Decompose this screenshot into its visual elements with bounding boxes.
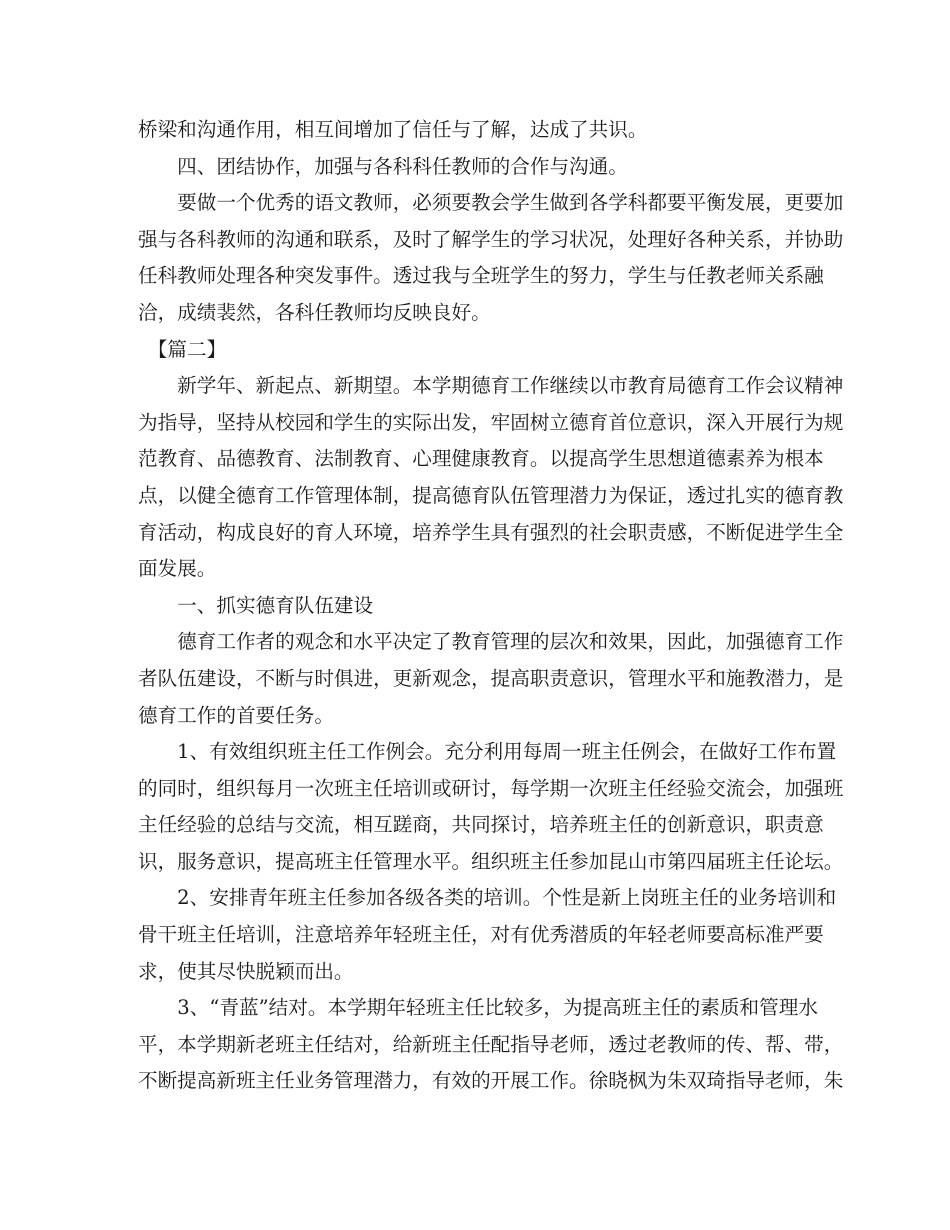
text-line: 面发展。 [138,557,217,581]
text-line: 不断提高新班主任业务管理潜力，有效的开展工作。徐晓枫为朱双琦指导老师，朱 [138,1069,844,1093]
section-heading [138,149,818,186]
text-line: 新学年、新起点、新期望。本学期德育工作继续以市教育局德育工作会议精神 [138,374,844,398]
text-line: 育活动，构成良好的育人环境，培养学生具有强烈的社会职责感，不断促进学生全 [138,520,844,544]
paragraph [138,112,818,149]
paragraph [138,990,844,1100]
text-line: 点，以健全德育工作管理体制，提高德育队伍管理潜力为保证，透过扎实的德育教 [138,483,844,507]
text-line: 1、有效组织班主任工作例会。充分利用每周一班主任例会，在做好工作布置 [138,740,837,764]
text-line: 平，本学期新老班主任结对，给新班主任配指导老师，透过老教师的传、帮、带， [138,1032,844,1056]
text-line: 【篇二】 [138,337,227,361]
text-line: 范教育、品德教育、法制教育、心理健康教育。以提高学生思想道德素养为根本 [138,447,824,471]
chapter-heading [138,332,818,369]
text-line: 强与各科教师的沟通和联系，及时了解学生的学习状况，处理好各种关系，并协助 [138,227,844,251]
text-line: 德育工作的首要任务。 [138,703,334,727]
text-line: 主任经验的总结与交流，相互蹉商，共同探讨，培养班主任的创新意识，职责意 [138,813,824,837]
text-line: 3、“青蓝”结对。本学期年轻班主任比较多，为提高班主任的素质和管理水 [138,996,818,1020]
text-line: 为指导，坚持从校园和学生的实际出发，牢固树立德育首位意识，深入开展行为规 [138,410,844,434]
text-line: 任科教师处理各种突发事件。透过我与全班学生的努力，学生与任教老师关系融 [138,264,824,288]
text-line: 2、安排青年班主任参加各级各类的培训。个性是新上岗班主任的业务培训和 [138,886,837,910]
text-line: 桥梁和沟通作用，相互间增加了信任与了解，达成了共识。 [138,118,648,141]
text-line: 者队伍建设，不断与时俱进，更新观念，提高职责意识，管理水平和施教潜力，是 [138,666,844,690]
text-line: 要做一个优秀的语文教师，必须要教会学生做到各学科都要平衡发展，更要加 [138,191,844,215]
text-line: 求，使其尽快脱颖而出。 [138,959,354,983]
text-line: 四、团结协作，加强与各科科任教师的合作与沟通。 [138,154,628,178]
text-line: 一、抓实德育队伍建设 [138,593,374,617]
text-line: 德育工作者的观念和水平决定了教育管理的层次和效果，因此，加强德育工作 [138,630,844,654]
paragraph [138,880,837,990]
text-line: 骨干班主任培训，注意培养年轻班主任，对有优秀潜质的年轻老师要高标准严要 [138,923,824,947]
paragraph [138,368,844,588]
paragraph [138,185,844,331]
section-heading [138,588,818,625]
paragraph [138,734,844,880]
text-line: 洽，成绩裴然，各科任教师均反映良好。 [138,300,491,324]
text-line: 识，服务意识，提高班主任管理水平。组织班主任参加昆山市第四届班主任论坛。 [138,849,844,873]
document-body [138,112,844,1100]
paragraph [138,624,844,734]
text-line: 的同时，组织每月一次班主任培训或研讨，每学期一次班主任经验交流会，加强班 [138,776,844,800]
